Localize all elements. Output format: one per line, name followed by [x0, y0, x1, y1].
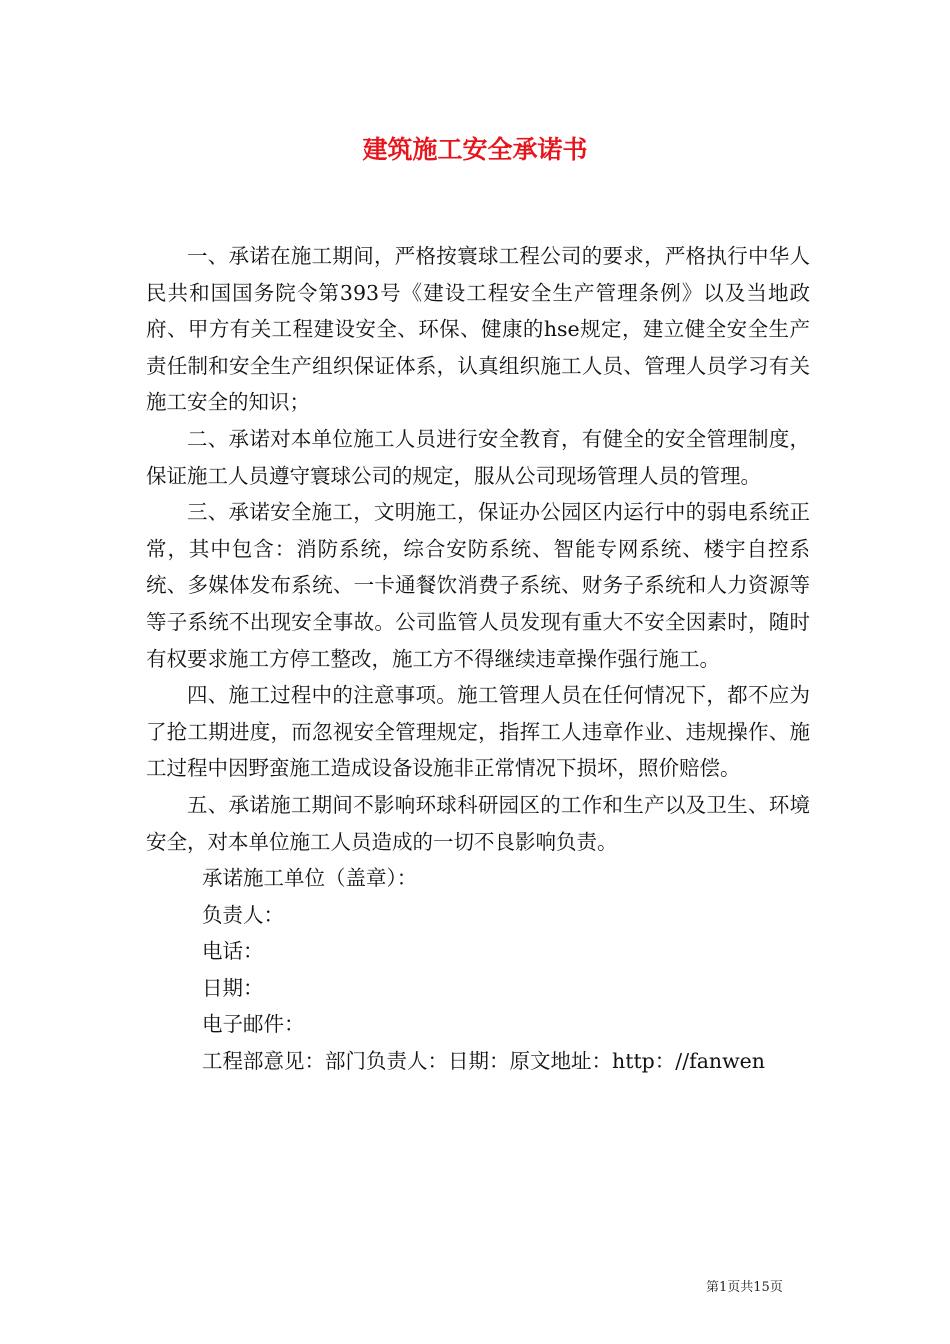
signature-dept: 工程部意见：部门负责人：日期：原文地址：http：//fanwen	[202, 1049, 766, 1074]
paragraph-5: 五、承诺施工期间不影响环球科研园区的工作和生产以及卫生、环境安全，对本单位施工人员造成的一切不良影响负责。	[146, 792, 810, 854]
document-body	[146, 238, 810, 1080]
paragraph-1: 一、承诺在施工期间，严格按寰球工程公司的要求，严格执行中华人民共和国国务院令第393号《建设工程安全生产管理条例》以及当地政府、甲方有关工程建设安全、环保、健康的hse规定，建立健全安全生产责任制和安全生产组织保证体系，认真组织施工人员、管理人员学习有关施工安全的知识；	[146, 244, 810, 415]
signature-person: 负责人：	[202, 902, 284, 927]
paragraph-2: 二、承诺对本单位施工人员进行安全教育，有健全的安全管理制度，保证施工人员遵守寰球公司的规定，服从公司现场管理人员的管理。	[146, 426, 810, 488]
document-title: 建筑施工安全承诺书	[362, 135, 588, 164]
signature-unit: 承诺施工单位（盖章）：	[202, 866, 418, 891]
page-number: 第1页共15页	[706, 1280, 783, 1295]
signature-email: 电子邮件：	[202, 1012, 305, 1037]
paragraph-3: 三、承诺安全施工，文明施工，保证办公园区内运行中的弱电系统正常，其中包含：消防系统，综合安防系统、智能专网系统、楼宇自控系统、多媒体发布系统、一卡通餐饮消费子系统、财务子系统和人力资源等等子系统不出现安全事故。公司监管人员发现有重大不安全因素时，随时有权要求施工方停工整改，施工方不得继续违章操作强行施工。	[146, 500, 810, 671]
signature-date: 日期：	[202, 975, 264, 1000]
signature-phone: 电话：	[202, 939, 264, 964]
paragraph-4: 四、施工过程中的注意事项。施工管理人员在任何情况下，都不应为了抢工期进度，而忽视安全管理规定，指挥工人违章作业、违规操作、施工过程中因野蛮施工造成设备设施非正常情况下损坏，照价赔偿。	[146, 683, 810, 781]
